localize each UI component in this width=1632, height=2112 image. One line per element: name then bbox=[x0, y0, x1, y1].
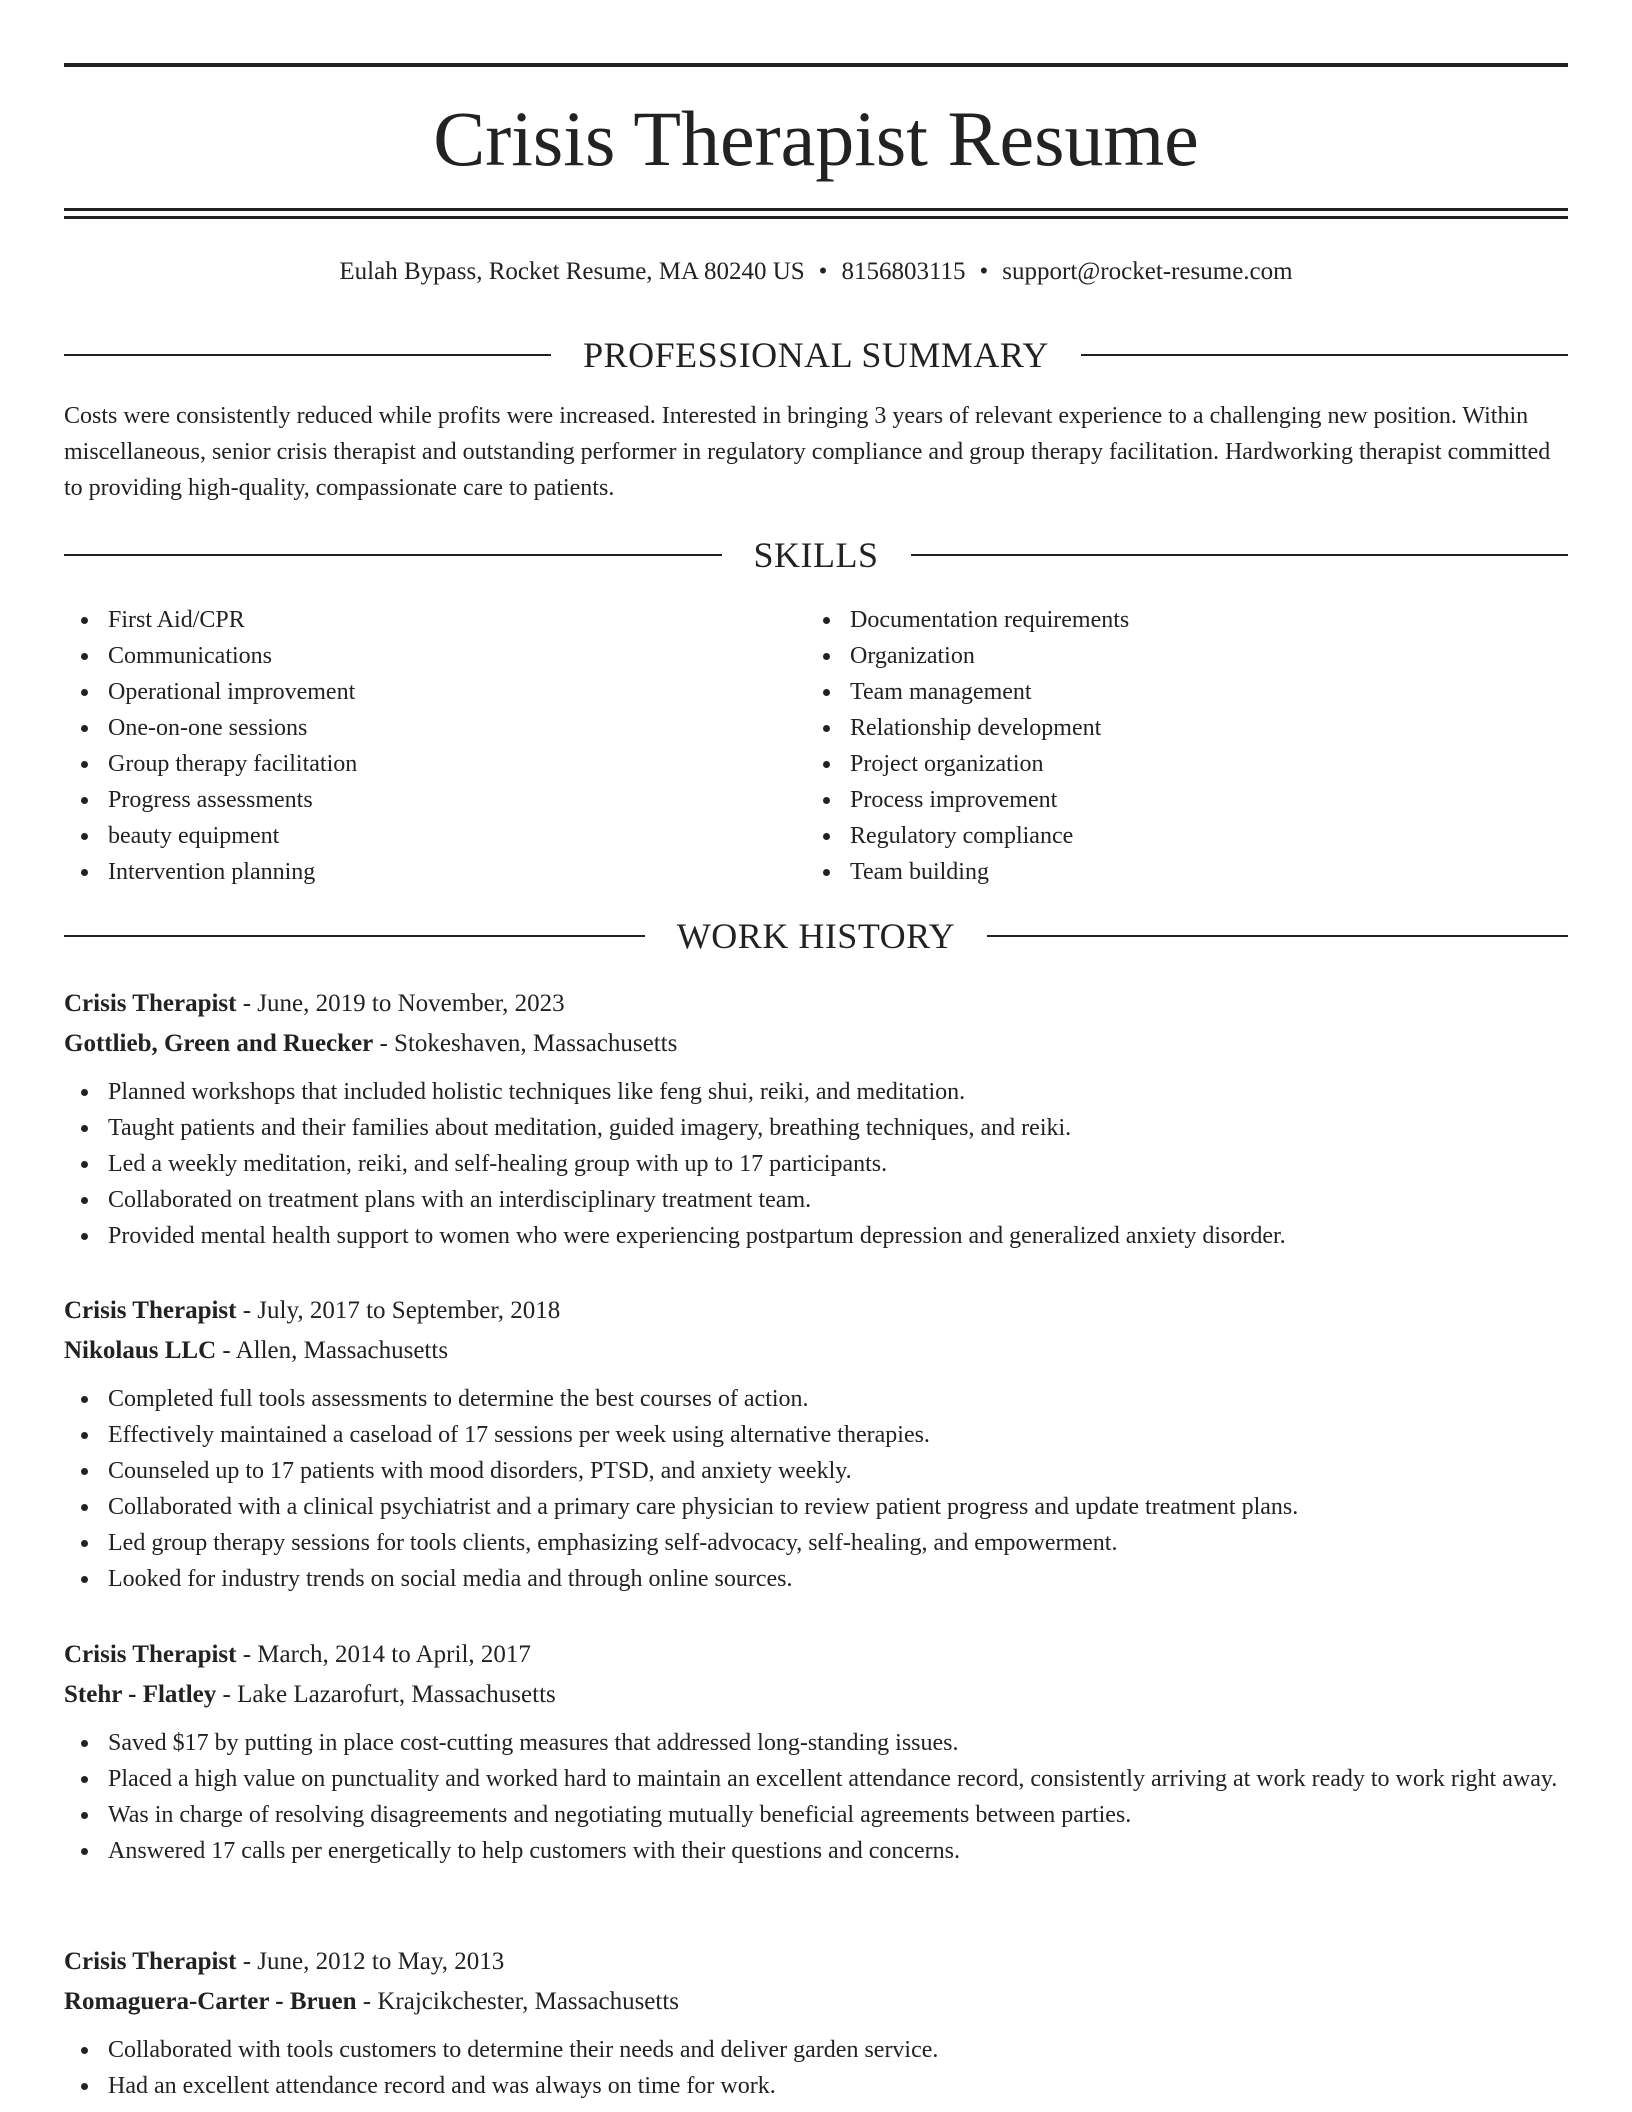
skill-item: Progress assessments bbox=[64, 782, 806, 818]
job-company-line bbox=[64, 1331, 1568, 1371]
skill-item: Team building bbox=[806, 854, 1548, 890]
skill-item: beauty equipment bbox=[64, 818, 806, 854]
heading-rule bbox=[1081, 354, 1568, 356]
skill-item: Group therapy facilitation bbox=[64, 746, 806, 782]
skill-item: First Aid/CPR bbox=[64, 602, 806, 638]
skills-heading-label: SKILLS bbox=[753, 535, 879, 575]
professional-summary: Costs were consistently reduced while profits were increased. Interested in bringing 3 years of relevant experience to a challenging new position. Within miscellaneous, senior crisis therapist and outstanding performer in regulatory compliance and group therapy facilitation. Hardworking therapist committed to providing high-quality, compassionate care to patients. bbox=[64, 403, 1551, 501]
job-bullet: Provided mental health support to women who were experiencing postpartum depression and generalized anxiety disorder. bbox=[64, 1218, 1568, 1254]
top-rule bbox=[64, 63, 1568, 67]
job-bullet: Placed a high value on punctuality and worked hard to maintain an excellent attendance record, consistently arriving at work ready to work right away. bbox=[64, 1761, 1568, 1797]
skills-heading bbox=[64, 533, 1568, 577]
job-location: - Krajcikchester, Massachusetts bbox=[356, 1988, 680, 2015]
job-company-line bbox=[64, 1675, 1568, 1715]
contact-address: Eulah Bypass, Rocket Resume, MA 80240 US bbox=[339, 258, 805, 285]
job-bullet: Taught patients and their families about meditation, guided imagery, breathing techniques, and reiki. bbox=[64, 1110, 1568, 1146]
heading-rule bbox=[987, 935, 1568, 937]
heading-rule bbox=[64, 354, 551, 356]
job-role-line bbox=[64, 1291, 1568, 1331]
job-bullet: Led group therapy sessions for tools clients, emphasizing self-advocacy, self-healing, and empowerment. bbox=[64, 1525, 1568, 1561]
job-bullet: Collaborated with tools customers to determine their needs and deliver garden service. bbox=[64, 2032, 1568, 2068]
job-entry bbox=[64, 1291, 1568, 1597]
skills-column-right bbox=[806, 602, 1548, 890]
job-bullets bbox=[64, 1725, 1568, 1869]
job-bullet: Effectively maintained a caseload of 17 sessions per week using alternative therapies. bbox=[64, 1417, 1568, 1453]
skills-list bbox=[64, 602, 1568, 890]
job-dates: - July, 2017 to September, 2018 bbox=[236, 1297, 561, 1324]
resume-title: Crisis Therapist Resume bbox=[433, 95, 1199, 182]
heading-rule bbox=[64, 935, 645, 937]
heading-rule bbox=[64, 554, 722, 556]
skill-item: Intervention planning bbox=[64, 854, 806, 890]
job-title: Crisis Therapist bbox=[64, 1948, 237, 1975]
contact-separator: • bbox=[818, 258, 828, 285]
skill-item: One-on-one sessions bbox=[64, 710, 806, 746]
job-company: Nikolaus LLC bbox=[64, 1337, 217, 1364]
job-role-line bbox=[64, 1942, 1568, 1982]
skill-item: Team management bbox=[806, 674, 1548, 710]
job-bullet: Collaborated on treatment plans with an interdisciplinary treatment team. bbox=[64, 1182, 1568, 1218]
job-company: Gottlieb, Green and Ruecker bbox=[64, 1030, 374, 1057]
job-dates: - March, 2014 to April, 2017 bbox=[236, 1641, 531, 1668]
skill-item: Relationship development bbox=[806, 710, 1548, 746]
heading-rule bbox=[911, 554, 1569, 556]
contact-separator: • bbox=[979, 258, 989, 285]
job-company-line bbox=[64, 1982, 1568, 2022]
job-bullet: Led a weekly meditation, reiki, and self-healing group with up to 17 participants. bbox=[64, 1146, 1568, 1182]
job-dates: - June, 2019 to November, 2023 bbox=[236, 990, 565, 1017]
job-bullet: Had an excellent attendance record and was always on time for work. bbox=[64, 2068, 1568, 2104]
contact-phone: 8156803115 bbox=[841, 258, 966, 285]
skill-item: Process improvement bbox=[806, 782, 1548, 818]
job-company-line bbox=[64, 1024, 1568, 1064]
job-bullet: Saved $17 by putting in place cost-cutting measures that addressed long-standing issues. bbox=[64, 1725, 1568, 1761]
summary-heading-label: PROFESSIONAL SUMMARY bbox=[583, 335, 1049, 375]
contact-line bbox=[64, 255, 1568, 289]
job-role-line bbox=[64, 984, 1568, 1024]
job-bullet: Counseled up to 17 patients with mood disorders, PTSD, and anxiety weekly. bbox=[64, 1453, 1568, 1489]
skill-item: Operational improvement bbox=[64, 674, 806, 710]
job-location: - Allen, Massachusetts bbox=[216, 1337, 449, 1364]
title-rule-lower bbox=[64, 216, 1568, 219]
skill-item: Documentation requirements bbox=[806, 602, 1548, 638]
job-entry bbox=[64, 1942, 1568, 2104]
job-bullet: Was in charge of resolving disagreements and negotiating mutually beneficial agreements between parties. bbox=[64, 1797, 1568, 1833]
job-bullet: Planned workshops that included holistic techniques like feng shui, reiki, and meditation. bbox=[64, 1074, 1568, 1110]
job-entry bbox=[64, 1635, 1568, 1869]
job-title: Crisis Therapist bbox=[64, 990, 237, 1017]
skill-item: Regulatory compliance bbox=[806, 818, 1548, 854]
job-company: Romaguera-Carter - Bruen bbox=[64, 1988, 357, 2015]
skills-column-left bbox=[64, 602, 806, 890]
skill-item: Project organization bbox=[806, 746, 1548, 782]
work-history-heading-label: WORK HISTORY bbox=[676, 916, 956, 956]
job-bullet: Answered 17 calls per energetically to help customers with their questions and concerns. bbox=[64, 1833, 1568, 1869]
skill-item: Organization bbox=[806, 638, 1548, 674]
job-title: Crisis Therapist bbox=[64, 1641, 237, 1668]
job-bullets bbox=[64, 1074, 1568, 1254]
work-history-heading bbox=[64, 914, 1568, 958]
job-entry bbox=[64, 984, 1568, 1254]
job-title: Crisis Therapist bbox=[64, 1297, 237, 1324]
job-bullet: Completed full tools assessments to determine the best courses of action. bbox=[64, 1381, 1568, 1417]
job-location: - Lake Lazarofurt, Massachusetts bbox=[216, 1681, 556, 1708]
job-dates: - June, 2012 to May, 2013 bbox=[236, 1948, 505, 1975]
job-location: - Stokeshaven, Massachusetts bbox=[373, 1030, 678, 1057]
job-role-line bbox=[64, 1635, 1568, 1675]
skill-item: Communications bbox=[64, 638, 806, 674]
job-bullets bbox=[64, 2032, 1568, 2104]
job-bullet: Collaborated with a clinical psychiatrist and a primary care physician to review patient progress and update treatment plans. bbox=[64, 1489, 1568, 1525]
summary-heading bbox=[64, 333, 1568, 377]
job-company: Stehr - Flatley bbox=[64, 1681, 217, 1708]
job-bullets bbox=[64, 1381, 1568, 1597]
job-bullet: Looked for industry trends on social media and through online sources. bbox=[64, 1561, 1568, 1597]
title-rule-upper bbox=[64, 208, 1568, 211]
contact-email: support@rocket-resume.com bbox=[1002, 258, 1293, 285]
